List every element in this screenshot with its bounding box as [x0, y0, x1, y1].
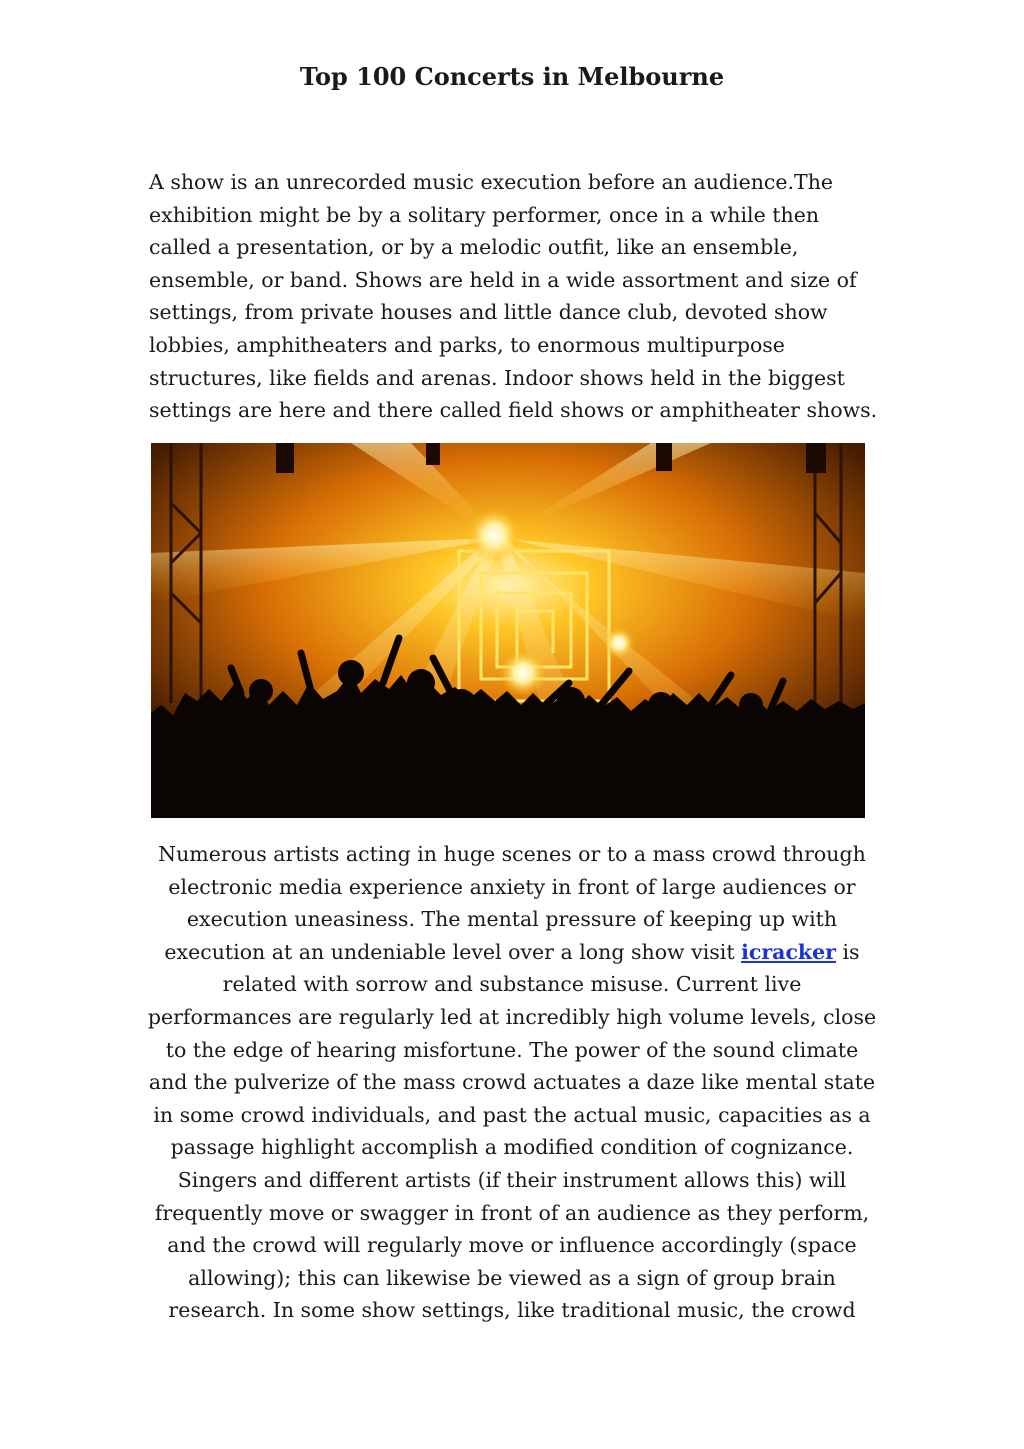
link-line-prefix: execution at an undeniable level over a long show visit [164, 939, 742, 964]
paragraph-line: ensemble, or band. Shows are held in a wide assortment and size of [149, 267, 857, 292]
page-title: Top 100 Concerts in Melbourne [299, 62, 725, 91]
paragraph-line: settings, from private houses and little dance club, devoted show [149, 300, 828, 325]
paragraph-line: research. In some show settings, like traditional music, the crowd [168, 1298, 856, 1323]
body-paragraph [137, 838, 887, 1327]
paragraph-line: called a presentation, or by a melodic outfit, like an ensemble, [149, 235, 799, 260]
paragraph-line: execution uneasiness. The mental pressure of keeping up with [186, 907, 838, 932]
link-line-suffix: is [835, 939, 860, 964]
paragraph-line-with-link [137, 936, 887, 969]
paragraph-line: A show is an unrecorded music execution before an audience.The [149, 170, 834, 194]
paragraph-line: and the pulverize of the mass crowd actuates a daze like mental state [148, 1070, 876, 1095]
paragraph-line: Singers and different artists (if their instrument allows this) will [177, 1167, 847, 1192]
concert-photo [151, 443, 865, 818]
paragraph-line: passage highlight accomplish a modified condition of cognizance. [170, 1135, 854, 1160]
paragraph-line: in some crowd individuals, and past the actual music, capacities as a [153, 1102, 871, 1127]
paragraph-line: allowing); this can likewise be viewed as a sign of group brain [188, 1265, 836, 1290]
paragraph-line: to the edge of hearing misfortune. The power of the sound climate [165, 1037, 859, 1062]
intro-paragraph [149, 166, 878, 427]
paragraph-line: structures, like fields and arenas. Indoor shows held in the biggest [149, 365, 845, 390]
paragraph-line: electronic media experience anxiety in front of large audiences or [168, 874, 856, 899]
paragraph-line: related with sorrow and substance misuse. Current live [222, 972, 802, 997]
paragraph-line: settings are here and there called field shows or amphitheater shows. [149, 398, 878, 423]
paragraph-line: exhibition might be by a solitary performer, once in a while then [149, 202, 820, 227]
icracker-link[interactable]: icracker [741, 939, 836, 964]
paragraph-line: lobbies, amphitheaters and parks, to enormous multipurpose [149, 332, 785, 357]
paragraph-line: frequently move or swagger in front of an audience as they perform, [154, 1200, 870, 1225]
paragraph-line: Numerous artists acting in huge scenes or to a mass crowd through [158, 842, 866, 866]
paragraph-line: performances are regularly led at incredibly high volume levels, close [147, 1004, 877, 1029]
paragraph-line: and the crowd will regularly move or influence accordingly (space [167, 1233, 857, 1258]
